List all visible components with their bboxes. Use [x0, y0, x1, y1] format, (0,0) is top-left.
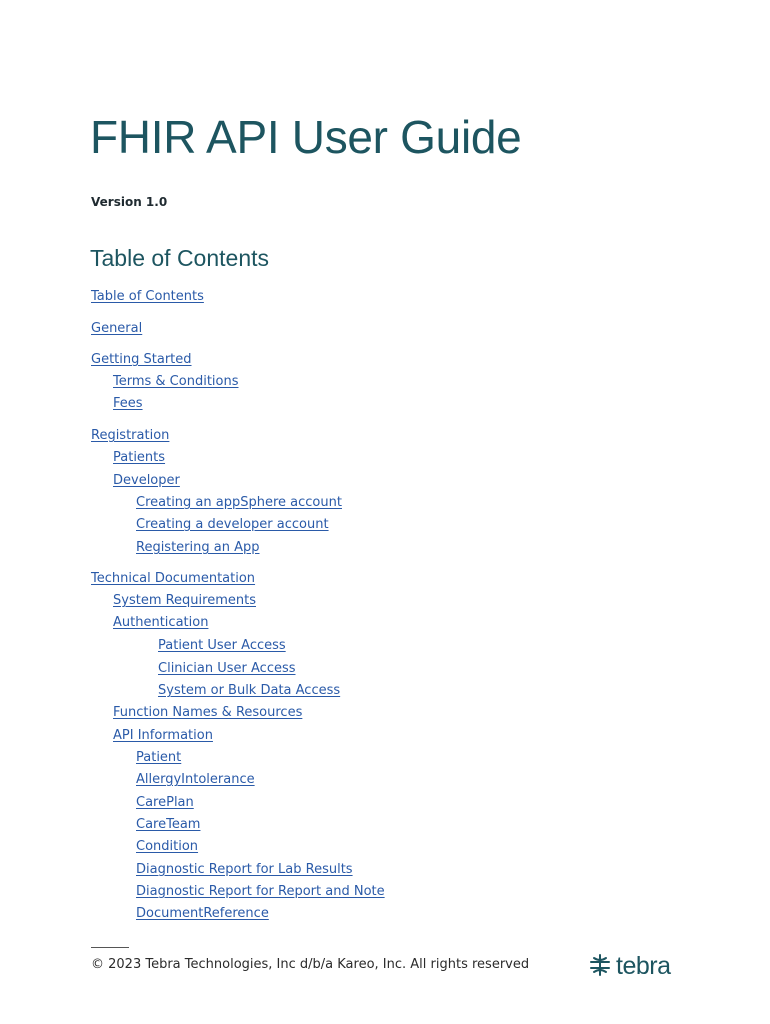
tebra-logo-icon — [588, 953, 612, 981]
toc-link[interactable]: CarePlan — [136, 795, 194, 810]
toc-link[interactable]: Condition — [136, 839, 199, 854]
toc-link[interactable]: Clinician User Access — [158, 661, 296, 676]
toc-link[interactable]: Registration — [91, 428, 170, 443]
toc-link[interactable]: DocumentReference — [136, 906, 269, 921]
toc-link[interactable]: Patients — [113, 450, 166, 465]
toc-link[interactable]: Patient — [136, 750, 182, 765]
toc-link[interactable]: CareTeam — [136, 817, 201, 832]
toc-link[interactable]: Authentication — [113, 615, 209, 630]
toc-link[interactable]: Function Names & Resources — [113, 705, 303, 720]
toc-link[interactable]: Patient User Access — [158, 638, 286, 653]
toc-link[interactable]: Fees — [113, 396, 143, 411]
toc-link[interactable]: Getting Started — [91, 352, 192, 367]
tebra-logo-text: tebra — [616, 952, 671, 980]
document-title: FHIR API User Guide — [90, 111, 522, 163]
toc-link[interactable]: Diagnostic Report for Lab Results — [136, 862, 353, 877]
toc-link[interactable]: Registering an App — [136, 540, 260, 555]
footer-copyright: © 2023 Tebra Technologies, Inc d/b/a Kareo, Inc. All rights reserved — [91, 957, 530, 972]
toc-link[interactable]: API Information — [113, 728, 213, 743]
toc-link[interactable]: Technical Documentation — [91, 571, 256, 586]
tebra-logo — [588, 952, 670, 981]
toc-link[interactable]: Creating a developer account — [136, 517, 329, 532]
toc-link[interactable]: AllergyIntolerance — [136, 772, 255, 787]
version-label: Version 1.0 — [91, 195, 168, 209]
toc-link[interactable]: Developer — [113, 473, 180, 488]
toc-link[interactable]: System or Bulk Data Access — [158, 683, 341, 698]
toc-link[interactable]: Diagnostic Report for Report and Note — [136, 884, 385, 899]
toc-link[interactable]: Table of Contents — [91, 289, 204, 304]
toc-link[interactable]: Creating an appSphere account — [136, 495, 342, 510]
footer-divider — [91, 947, 129, 948]
toc-link[interactable]: General — [91, 321, 143, 336]
toc-link[interactable]: Terms & Conditions — [113, 374, 239, 389]
toc-heading: Table of Contents — [90, 245, 270, 271]
toc-link[interactable]: System Requirements — [113, 593, 256, 608]
